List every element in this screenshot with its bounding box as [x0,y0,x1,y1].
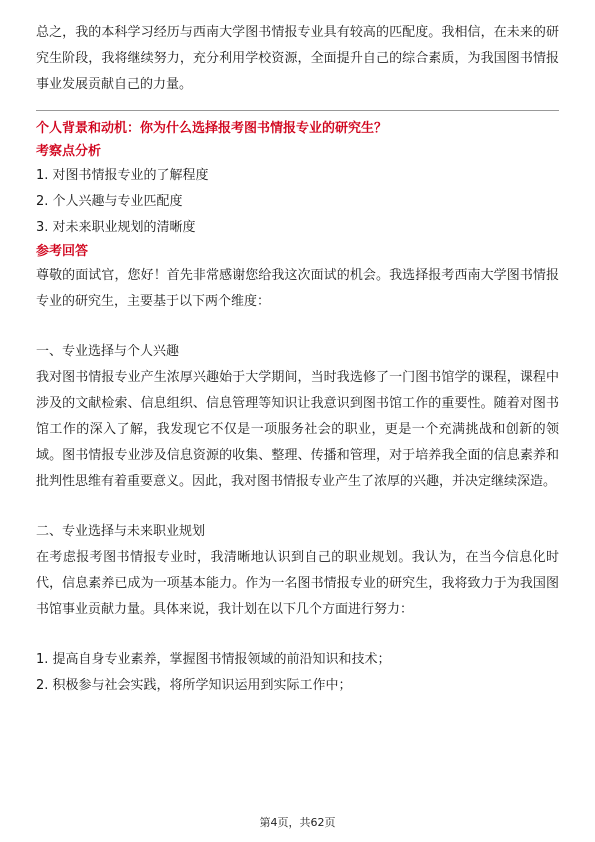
spacer [36,623,559,647]
section1-text: 我对图书情报专业产生浓厚兴趣始于大学期间，当时我选修了一门图书馆学的课程，课程中涉及的文献检索、信息组织、信息管理等知识让我意识到图书馆工作的重要性。随着对图书馆工作的深入了解，我发现它不仅是一项服务社会的职业，更是一个充满挑战和创新的领域。图书情报专业涉及信息资源的收集、整理、传播和管理，对于培养我全面的信息素养和批判性思维有着重要意义。因此，我对图书情报专业产生了浓厚的兴趣，并决定继续深造。 [36,370,559,489]
analysis-point: 2. 个人兴趣与专业匹配度 [36,194,183,209]
answer-opening: 尊敬的面试官，您好！首先非常感谢您给我这次面试的机会。我选择报考西南大学图书情报专业的研究生，主要基于以下两个维度： [36,268,559,309]
analysis-heading: 考察点分析 [36,144,102,159]
section2-text: 在考虑报考图书情报专业时，我清晰地认识到自己的职业规划。我认为，在当今信息化时代，信息素养已成为一项基本能力。作为一名图书情报专业的研究生，我将致力于为我国图书馆事业贡献力量。具体来说，我计划在以下几个方面进行努力： [36,550,559,617]
analysis-point: 3. 对未来职业规划的清晰度 [36,220,196,235]
page-number: 第4页，共62页 [259,816,336,829]
answer-heading: 参考回答 [36,244,89,259]
spacer [36,495,559,519]
section2-heading: 二、专业选择与未来职业规划 [36,524,206,539]
section1-heading: 一、专业选择与个人兴趣 [36,344,180,359]
analysis-point: 1. 对图书情报专业的了解程度 [36,168,209,183]
plan-item: 2. 积极参与社会实践，将所学知识运用到实际工作中； [36,678,352,693]
page-content [36,20,559,699]
section-divider [36,110,559,111]
intro-paragraph: 总之，我的本科学习经历与西南大学图书情报专业具有较高的匹配度。我相信，在未来的研究生阶段，我将继续努力，充分利用学校资源，全面提升自己的综合素质，为我国图书情报事业发展贡献自己的力量。 [36,25,559,92]
question-title: 个人背景和动机：你为什么选择报考图书情报专业的研究生？ [36,121,388,136]
plan-item: 1. 提高自身专业素养，掌握图书情报领域的前沿知识和技术； [36,652,391,667]
spacer [36,315,559,339]
